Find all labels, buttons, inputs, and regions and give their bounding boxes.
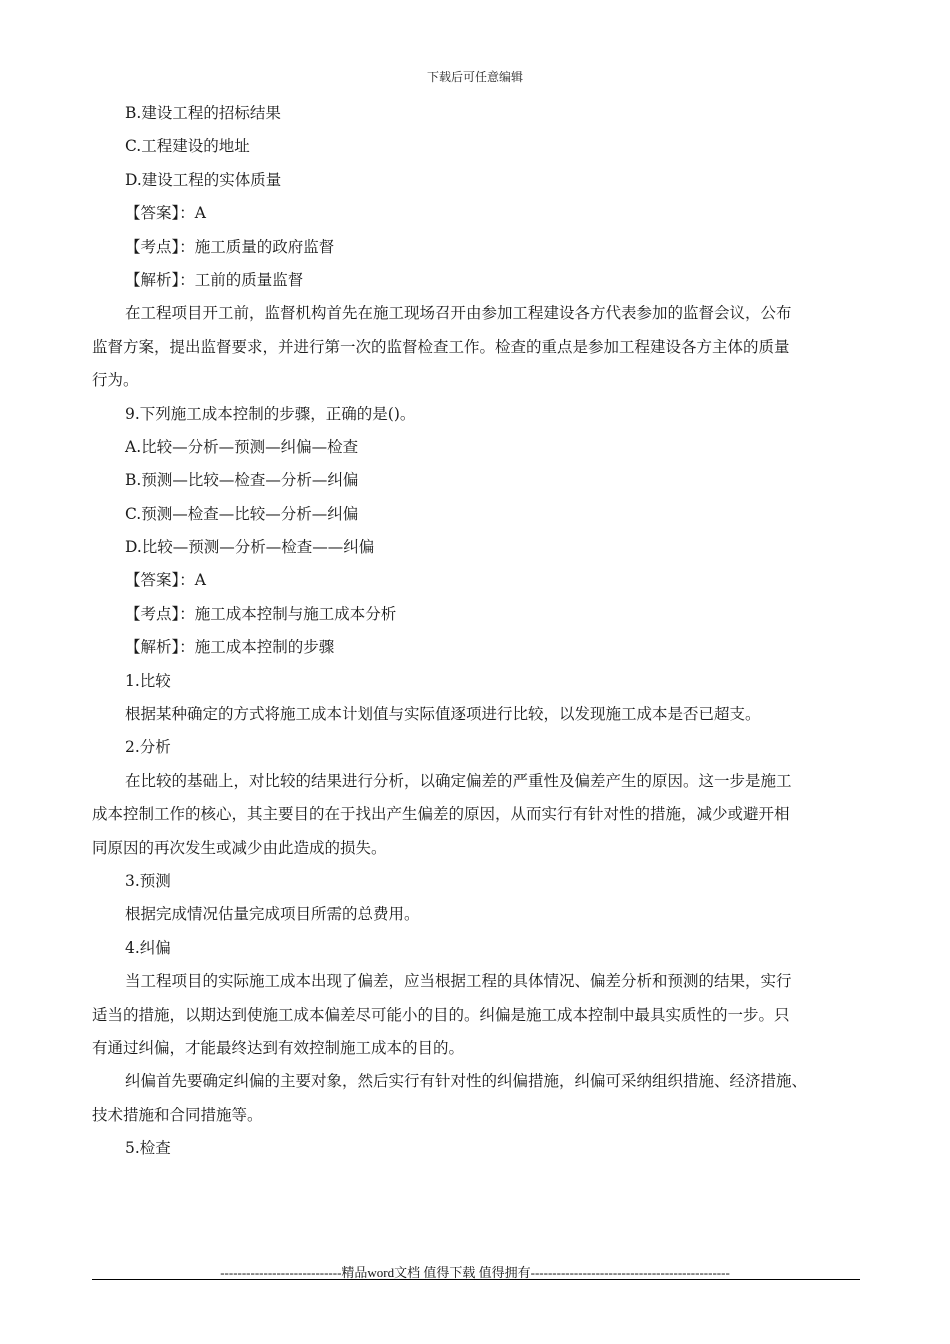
text-line: 5.检查: [125, 1139, 171, 1158]
text-line: 9.下列施工成本控制的步骤，正确的是()。: [125, 404, 416, 423]
text-line: 【解析】：施工成本控制的步骤: [125, 638, 335, 657]
text-line: D.比较—预测—分析—检查——纠偏: [125, 538, 375, 557]
page-footer: ----------------------------精品word文档 值得下载 值得拥有----------------------------------------------: [220, 1265, 730, 1280]
text-line: 在工程项目开工前，监督机构首先在施工现场召开由参加工程建设各方代表参加的监督会议，公布: [125, 304, 792, 323]
text-line: 1.比较: [125, 671, 171, 690]
document-body: [92, 97, 862, 1166]
page-header: 下载后可任意编辑: [426, 70, 523, 84]
text-line: D.建设工程的实体质量: [125, 170, 282, 189]
text-line: 在比较的基础上，对比较的结果进行分析，以确定偏差的严重性及偏差产生的原因。这一步是施工: [125, 771, 792, 790]
text-line: 当工程项目的实际施工成本出现了偏差，应当根据工程的具体情况、偏差分析和预测的结果，实行: [125, 972, 792, 991]
text-line: C.预测—检查—比较—分析—纠偏: [125, 504, 359, 523]
text-line: 适当的措施，以期达到使施工成本偏差尽可能小的目的。纠偏是施工成本控制中最具实质性的一步。只: [92, 1005, 790, 1024]
text-line: 【答案】：A: [125, 204, 206, 223]
text-line: 监督方案，提出监督要求，并进行第一次的监督检查工作。检查的重点是参加工程建设各方主体的质量: [92, 337, 790, 356]
text-line: 2.分析: [125, 738, 171, 757]
footer-rule: [92, 1279, 860, 1280]
text-line: 【考点】：施工成本控制与施工成本分析: [125, 604, 397, 623]
text-line: A.比较—分析—预测—纠偏—检查: [125, 437, 359, 456]
text-line: 成本控制工作的核心，其主要目的在于找出产生偏差的原因，从而实行有针对性的措施，减少或避开相: [92, 805, 790, 824]
text-line: 有通过纠偏，才能最终达到有效控制施工成本的目的。: [92, 1038, 465, 1057]
text-line: B.建设工程的招标结果: [125, 104, 281, 122]
text-line: 【考点】：施工质量的政府监督: [125, 237, 335, 256]
text-line: C.工程建设的地址: [125, 137, 250, 156]
text-line: 同原因的再次发生或减少由此造成的损失。: [92, 838, 387, 857]
text-line: 【解析】：工前的质量监督: [125, 270, 304, 289]
text-line: 行为。: [92, 371, 139, 390]
text-line: B.预测—比较—检查—分析—纠偏: [125, 471, 359, 490]
text-line: 根据某种确定的方式将施工成本计划值与实际值逐项进行比较，以发现施工成本是否已超支。: [125, 705, 761, 724]
text-line: 根据完成情况估量完成项目所需的总费用。: [125, 905, 420, 924]
text-line: 技术措施和合同措施等。: [92, 1105, 263, 1124]
text-line: 4.纠偏: [125, 938, 171, 957]
text-line: 纠偏首先要确定纠偏的主要对象，然后实行有针对性的纠偏措施，纠偏可采纳组织措施、经济措施、: [125, 1072, 808, 1091]
text-line: 【答案】：A: [125, 571, 206, 590]
text-line: 3.预测: [125, 871, 171, 890]
